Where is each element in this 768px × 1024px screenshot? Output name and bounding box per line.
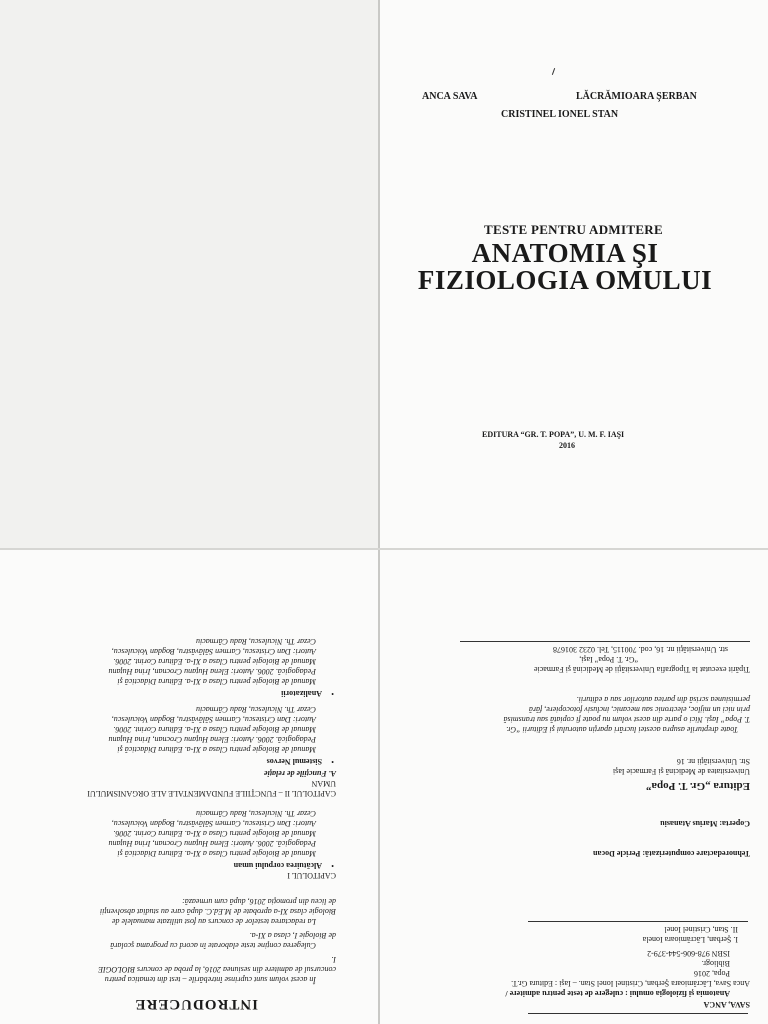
intro-page-block [0,550,378,1024]
rights-line-4: permisiunea scrisă din partea autorilor sau a editurii. [576,695,750,704]
book-title-line-2: FIZIOLOGIA OMULUI [417,265,713,295]
chap1-ref-a-line-2: Pedagogică. 2006. Autori: Elena Huţanu Crocnan, Irina Huţanu [108,839,316,848]
spine-fold-top [378,0,380,548]
cip-line-7: I. Şerban, Lăcrămioara Ionela [642,935,738,944]
cip-line-1: SAVA, ANCA [703,1000,750,1009]
cip-line-2: Anatomia şi fiziologia omului : culegere de teste pentru admitere / [505,989,730,998]
copyright-page-block [380,550,768,1024]
sn-ref-b-line-2: Autori: Dan Cristescu, Carmen Sălăvăstru, Bogdan Voiculescu, [111,715,316,724]
item-analizatorii: Analizatorii [281,689,322,698]
section-a-heading: A. Funcţiile de relaţie [264,769,336,778]
cover-credit: Coperta: Marius Atanasiu [660,819,750,828]
publisher-address-1: Universitatea de Medicină şi Farmacie Iaşi [612,767,750,776]
sn-ref-b-line-1: Manual de Biologie pentru Clasa a XI-a. Editura Corint. 2006. [113,725,316,734]
printer-line-1: Tipărit executat la Tipografia Universităţii de Medicină şi Farmacie [533,665,750,674]
item-analizatorii-bullet: • [331,689,334,698]
chap1-ref-b-line-3: Cezar Th. Niculescu, Radu Cârmaciu [196,809,316,818]
cip-line-4: Popa, 2016 [694,969,730,978]
item-sistemul-nervos: Sistemul Nervos [266,757,322,766]
printer-line-2: “Gr. T. Popa” Iaşi, [579,655,638,664]
publisher-line: EDITURA “GR. T. POPA”, U. M. F. IAŞI [482,430,625,439]
rights-line-2: T. Popa” Iaşi. Nici o parte din acest volum nu poate fi copiată sau transmisă [503,715,750,724]
intro-p2-line-2: de Biologie I, clasa a XI-a. [249,931,336,940]
cip-line-3: Anca Sava, Lăcrămioara Şerban, Cristinel Ionel Stan. – Iaşi : Editura Gr.T. [511,979,750,988]
an-ref-b-line-3: Cezar Th. Niculescu, Radu Cârmaciu [196,637,316,646]
publisher-address-2: Str. Universităţii nr. 16 [676,757,750,766]
an-ref-a-line-2: Pedagogică. 2006. Autori: Elena Huţanu Crocnan, Irina Huţanu [108,667,316,676]
sn-ref-a-line-2: Pedagogică. 2006. Autori: Elena Huţanu Crocnan, Irina Huţanu [108,735,316,744]
intro-p2-line-1: Culegerea conţine teste elaborate în acord cu programa şcolară [110,941,316,950]
intro-heading: INTRODUCERE [134,996,258,1012]
chapter-1-bullet: • [331,861,334,870]
an-ref-b-line-1: Manual de Biologie pentru Clasa a XI-a. Editura Corint. 2006. [113,657,316,666]
book-title-line-1: ANATOMIA ŞI [471,238,659,268]
chapter-2-heading-cont: UMAN [311,779,336,788]
chapter-1-heading: CAPITOLUL I [287,871,336,880]
chap1-ref-b-line-1: Manual de Biologie pentru Clasa a XI-a. Editura Corint. 2006. [113,829,316,838]
publisher-name: Editura „Gr. T. Popa” [645,780,750,792]
intro-p1-line-3: I. [331,955,336,964]
item-sistemul-nervos-bullet: • [331,757,334,766]
printer-line-3: str. Universităţii nr. 16, cod. 700115, Tel. 0232 301678 [553,645,728,654]
chapter-2-heading: CAPITOLUL II – FUNCŢIILE FUNDAMENTALE ALE ORGANISMULUI [87,789,336,798]
intro-p3-line-1: La redactarea testelor de concurs au fost utilizate manualele de [111,917,316,926]
intro-p1-line-1: În acest volum sunt cuprinse întrebările – test din tematica pentru [104,975,316,984]
rights-line-1: Toate drepturile asupra acestei lucrări aparţin autorului şi Editurii “Gr. [506,725,738,734]
publisher-year: 2016 [559,441,575,450]
an-ref-a-line-1: Manual de Biologie pentru Clasa a XI-a. Editura Didactică şi [117,677,316,686]
cip-line-6: ISBN 978-606-544-379-2 [647,949,730,958]
cip-line-8: II. Stan, Cristinel Ionel [664,925,738,934]
cip-line-5: Bibliogr. [701,959,730,968]
cip-top-rule [528,1013,748,1014]
chap1-ref-b-line-2: Autori: Dan Cristescu, Carmen Sălăvăstru, Bogdan Voiculescu, [111,819,316,828]
chapter-1-item: Alcătuirea corpului uman [233,861,322,870]
intro-p3-line-3: de liceu din promoţia 2016, după cum urmează: [182,897,336,906]
sn-ref-b-line-3: Cezar Th. Niculescu, Radu Cârmaciu [196,705,316,714]
intro-p3-line-2: Biologie clasa XI-a aprobate de M.Ed.C. după care au studiat absolvenţii [99,907,336,916]
chap1-ref-a-line-1: Manual de Biologie pentru Clasa a XI-a. Editura Didactică şi [117,849,316,858]
intro-p1-line-2: concursul de admitere din sesiunea 2016, la proba de concurs BIOLOGIE [98,965,336,974]
author-lacramioara-serban: LĂCRĂMIOARA ŞERBAN [576,91,697,102]
author-anca-sava: ANCA SAVA [422,91,478,102]
cip-bottom-rule [528,921,748,922]
sn-ref-a-line-1: Manual de Biologie pentru Clasa a XI-a. Editura Didactică şi [117,745,316,754]
printer-rule [460,641,750,642]
book-subtitle: TESTE PENTRU ADMITERE [484,222,663,237]
typesetting-credit: Tehnoredactare computerizată: Pericle Docan [593,849,750,858]
author-cristinel-stan: CRISTINEL IONEL STAN [501,109,619,120]
rights-line-3: prin nici un mijloc, electronic sau mecanic, inclusiv fotocopiere, fără [528,705,750,714]
an-ref-b-line-2: Autori: Dan Cristescu, Carmen Sălăvăstru, Bogdan Voiculescu, [111,647,316,656]
